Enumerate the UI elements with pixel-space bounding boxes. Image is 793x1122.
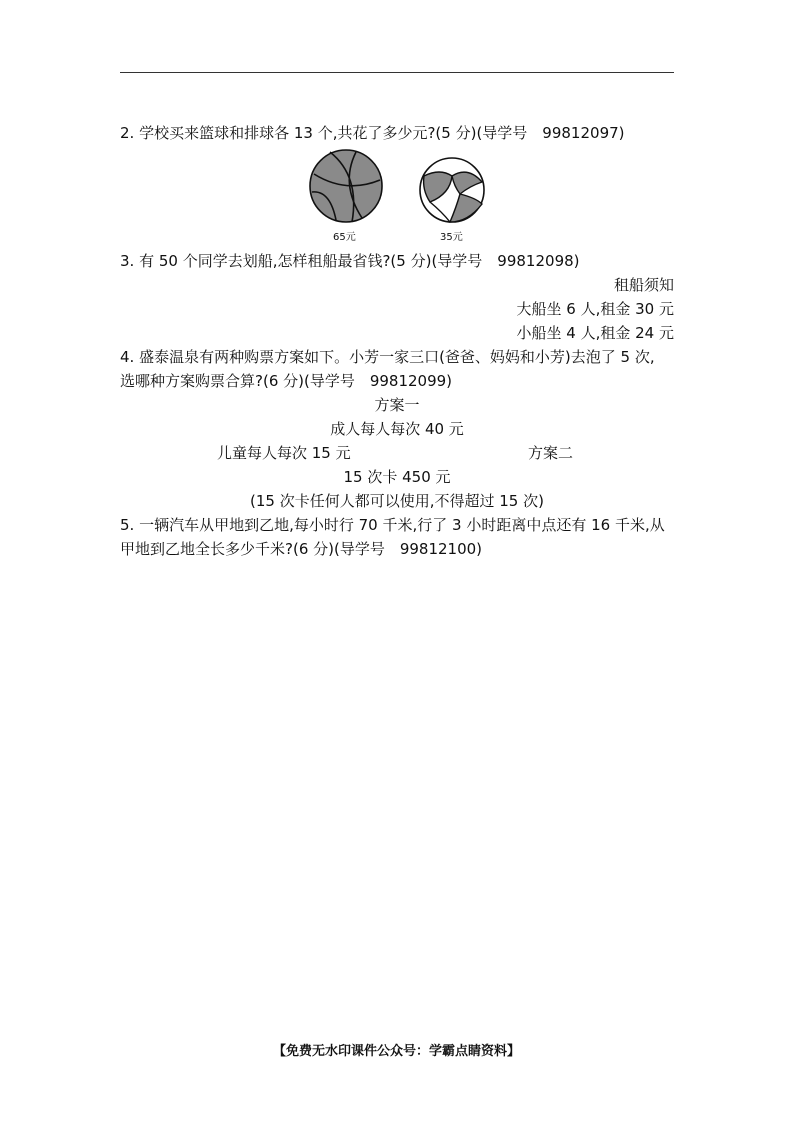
volleyball-price: 35元 <box>440 232 463 243</box>
header-rule <box>120 72 674 73</box>
plan-2-card-price: 15 次卡 450 元 <box>343 468 451 486</box>
footer-note: 【免费无水印课件公众号：学霸点睛资料】 <box>272 1044 520 1059</box>
question-5-line-2: 甲地到乙地全长多少千米?(6 分)(导学号 99812100) <box>120 540 483 558</box>
plan-1-adult-price: 成人每人每次 40 元 <box>330 420 464 438</box>
basketball-icon <box>300 146 500 246</box>
basketball-price: 65元 <box>333 232 356 243</box>
plan-2-note: (15 次卡任何人都可以使用,不得超过 15 次) <box>250 492 544 510</box>
question-4-line-1: 4. 盛泰温泉有两种购票方案如下。小芳一家三口(爸爸、妈妈和小芳)去泡了 5 次, <box>120 348 655 366</box>
small-boat-rule: 小船坐 4 人,租金 24 元 <box>516 324 674 342</box>
question-3-text: 3. 有 50 个同学去划船,怎样租船最省钱?(5 分)(导学号 99812098) <box>120 252 580 270</box>
ball-illustration <box>300 146 500 246</box>
big-boat-rule: 大船坐 6 人,租金 30 元 <box>516 300 674 318</box>
plan-1-title: 方案一 <box>374 396 420 414</box>
boat-notice-title: 租船须知 <box>613 276 674 294</box>
question-2-text: 2. 学校买来篮球和排球各 13 个,共花了多少元?(5 分)(导学号 99812097) <box>120 124 625 142</box>
question-5-line-1: 5. 一辆汽车从甲地到乙地,每小时行 70 千米,行了 3 小时距离中点还有 16 千米,从 <box>120 516 665 534</box>
plan-2-title: 方案二 <box>528 444 574 462</box>
plan-1-child-price: 儿童每人每次 15 元 <box>217 444 351 462</box>
question-4-line-2: 选哪种方案购票合算?(6 分)(导学号 99812099) <box>120 372 453 390</box>
